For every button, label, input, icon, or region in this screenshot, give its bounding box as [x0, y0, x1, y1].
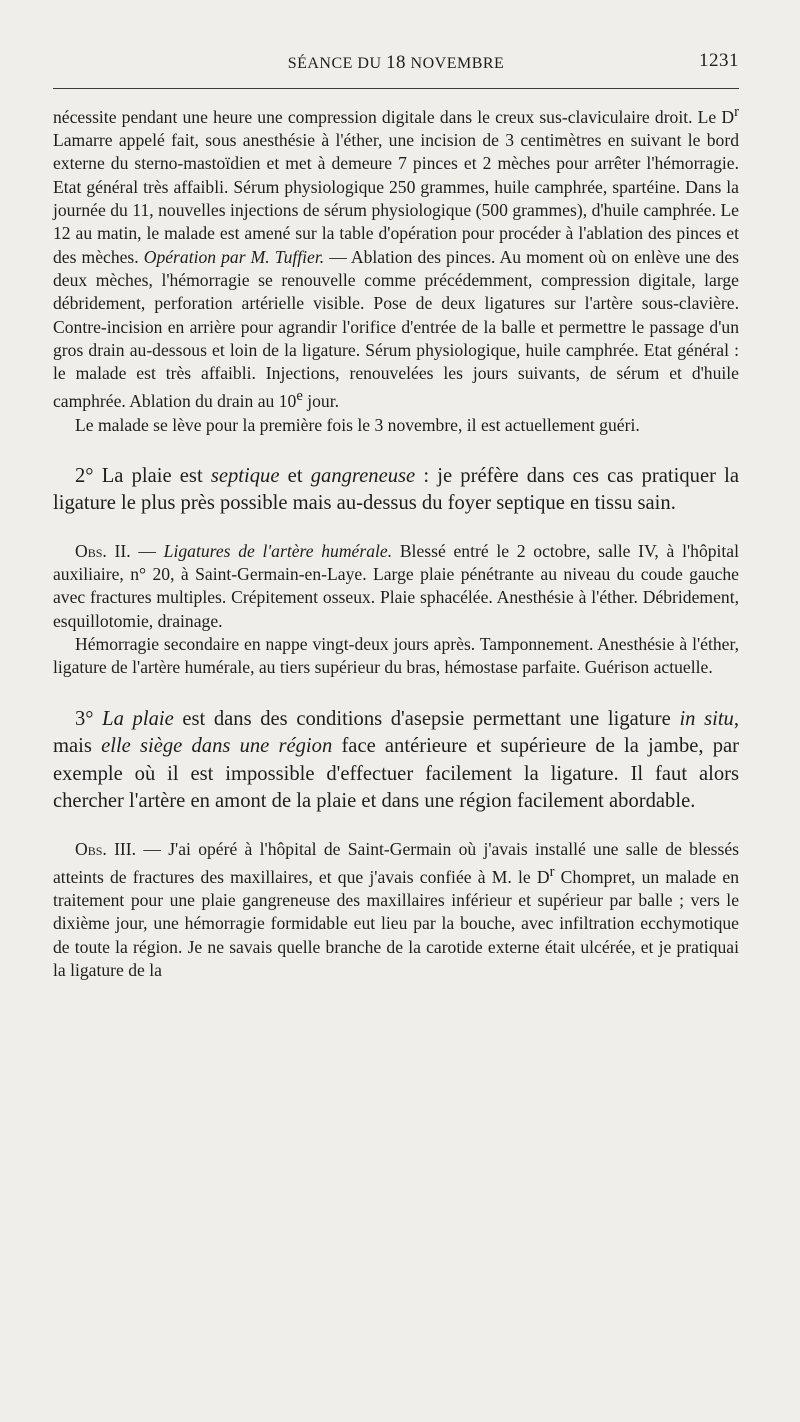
page-number: 1231: [699, 50, 739, 71]
title-month: NOVEMBRE: [410, 55, 505, 72]
running-header: [53, 50, 739, 80]
paragraph-obs-3: Obs. III. — J'ai opéré à l'hôpital de Saint-Germain où j'avais installé une salle de blessés atteints de fractures des maxillaires, et que j'avais confiée à M. le $D^r$ Chompret, un malade en traitement pour une plaie gangreneuse des maxillaires inférieur et supérieur par balle ; vers le dixième jour, une hémorragie formidable eut lieu par la bouche, avec infiltration ecchymotique de toute la région. Je ne savais quelle branche de la carotide externe était ulcérée, et je pratiquai la ligature de la: [53, 838, 739, 980]
paragraph-septic-wound: 2° La plaie est septique et gangreneuse : je préfère dans ces cas pratiquer la ligature le plus près possible mais au-dessus du foyer septique en tissu sain.: [53, 464, 739, 515]
title-day: 18: [386, 52, 407, 73]
page: [53, 50, 739, 982]
running-title: [53, 52, 739, 74]
header-rule: [53, 88, 739, 89]
paragraph-recovery: Le malade se lève pour la première fois le 3 novembre, il est actuellement guéri.: [75, 414, 640, 435]
paragraph-obs-2: Obs. II. — Ligatures de l'artère humérale. Blessé entré le 2 octobre, salle IV, à l'hôpital auxiliaire, n° 20, à Saint-Germain-en-Laye. Large plaie pénétrante au niveau du coude gauche avec fractures multiples. Crépitement osseux. Plaie sphacélée. Anesthésie à l'éther. Débridement, esquillotomie, drainage.: [53, 540, 740, 631]
paragraph-secondary-hemorrhage: Hémorragie secondaire en nappe vingt-deux jours après. Tamponnement. Anesthésie à l'éther, ligature de l'artère humérale, au tiers supérieur du bras, hémostase parfaite. Guérison actuelle.: [53, 634, 739, 678]
paragraph-case-continuation: nécessite pendant une heure une compression digitale dans le creux sus-claviculaire droit. Le $D^r$ Lamarre appelé fait, sous anesthésie à l'éther, une incision de 3 centimètres en suivant le bord externe du sterno-mastoïdien et met à demeure 7 pinces et 2 mèches pour arrêter l'hémorragie. Etat général très affaibli. Sérum physiologique 250 grammes, huile camphrée, spartéine. Dans la journée du 11, nouvelles injections de sérum physiologique (500 grammes), d'huile camphrée. Le 12 au matin, le malade est amené sur la table d'opération pour procéder à l'ablation des pinces et des mèches. Opération par M. Tuffier. — Ablation des pinces. Au moment où on enlève une des deux mèches, l'hémorragie se renouvelle comme précédemment, compression digitale, large débridement, perforation artérielle visible. Pose de deux ligatures sur l'artère sous-clavière. Contre-incision en arrière pour agrandir l'orifice d'entrée de la balle et permettre le passage d'un gros drain au-dessous et loin de la ligature. Sérum physiologique, huile camphrée. Etat général : le malade est très affaibli. Injections, renouvelées les jours suivants, de sérum et d'huile camphrée. Ablation du drain au 10e jour.: [53, 104, 739, 412]
title-prefix: SÉANCE DU: [287, 55, 382, 72]
paragraph-aseptic-wound: 3° La plaie est dans des conditions d'asepsie permettant une ligature in situ, mais elle siège dans une région face antérieure et supérieure de la jambe, par exemple où il est impossible d'effectuer facilement la ligature. Il faut alors chercher l'artère en amont de la plaie et dans une région facilement abordable.: [53, 707, 740, 813]
